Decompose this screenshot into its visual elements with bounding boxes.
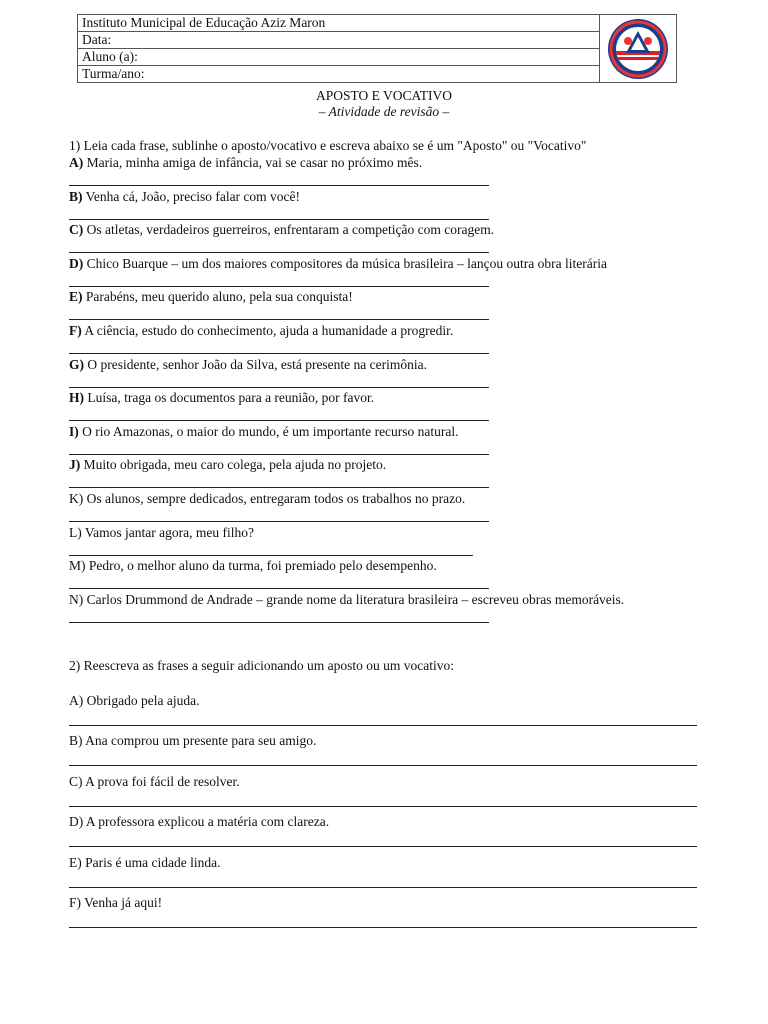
- answer-line[interactable]: [69, 487, 489, 488]
- item-letter: C): [69, 222, 84, 238]
- section1-item: [69, 390, 374, 406]
- section1-item: [69, 189, 300, 205]
- item-sentence: L) Vamos jantar agora, meu filho?: [69, 524, 254, 540]
- section1-item: [69, 424, 459, 440]
- section2-item: C) A prova foi fácil de resolver.: [69, 773, 240, 789]
- school-logo: [600, 15, 676, 82]
- item-sentence: O presidente, senhor João da Silva, está presente na cerimônia.: [84, 356, 428, 372]
- answer-line[interactable]: [69, 252, 489, 253]
- item-sentence: Maria, minha amiga de infância, vai se casar no próximo mês.: [83, 155, 423, 170]
- answer-line[interactable]: [69, 420, 489, 421]
- institution-name: Instituto Municipal de Educação Aziz Maron: [78, 15, 599, 32]
- section2-item: A) Obrigado pela ajuda.: [69, 693, 200, 708]
- item-letter: E): [69, 289, 83, 305]
- rewrite-answer-line[interactable]: [69, 927, 697, 928]
- section1-item: [69, 457, 386, 473]
- school-seal-icon: [606, 17, 670, 81]
- item-letter: H): [69, 390, 84, 406]
- item-sentence: N) Carlos Drummond de Andrade – grande nome da literatura brasileira – escreveu obras memoráveis.: [69, 591, 625, 607]
- section2-item: B) Ana comprou um presente para seu amigo.: [69, 733, 317, 749]
- worksheet-subtitle: – Atividade de revisão –: [318, 104, 450, 119]
- section2-instruction: 2) Reescreva as frases a seguir adicionando um aposto ou um vocativo:: [69, 658, 455, 673]
- item-sentence: Luísa, traga os documentos para a reunião, por favor.: [84, 390, 375, 406]
- rewrite-answer-line[interactable]: [69, 806, 697, 807]
- item-sentence: Muito obrigada, meu caro colega, pela ajuda no projeto.: [80, 457, 387, 473]
- rewrite-answer-line[interactable]: [69, 725, 697, 726]
- answer-line[interactable]: [69, 387, 489, 388]
- rewrite-answer-line[interactable]: [69, 846, 697, 847]
- item-letter: B): [69, 188, 83, 204]
- item-sentence: K) Os alunos, sempre dedicados, entregaram todos os trabalhos no prazo.: [69, 491, 466, 506]
- worksheet-title: APOSTO E VOCATIVO: [315, 88, 452, 103]
- item-letter: A): [69, 155, 84, 170]
- section1-item: [69, 592, 624, 608]
- item-sentence: Os atletas, verdadeiros guerreiros, enfrentaram a competição com coragem.: [83, 222, 495, 238]
- item-sentence: Parabéns, meu querido aluno, pela sua conquista!: [82, 289, 353, 305]
- item-sentence: Venha cá, João, preciso falar com você!: [82, 188, 301, 204]
- section1-item: [69, 222, 494, 238]
- answer-line[interactable]: [69, 319, 489, 320]
- item-sentence: Chico Buarque – um dos maiores compositores da música brasileira – lançou outra obra literária: [83, 255, 607, 271]
- rewrite-answer-line[interactable]: [69, 887, 697, 888]
- rewrite-answer-line[interactable]: [69, 765, 697, 766]
- item-sentence: M) Pedro, o melhor aluno da turma, foi premiado pelo desempenho.: [69, 558, 437, 574]
- class-field: Turma/ano:: [82, 66, 145, 81]
- section1-item: [69, 525, 254, 541]
- section1-instruction: 1) Leia cada frase, sublinhe o aposto/vocativo e escreva abaixo se é um "Aposto" ou "Vocativo": [69, 138, 587, 153]
- header-fields: [78, 15, 600, 82]
- item-sentence: O rio Amazonas, o maior do mundo, é um importante recurso natural.: [78, 423, 459, 439]
- section1-item: [69, 323, 453, 339]
- item-letter: J): [69, 457, 81, 473]
- student-field: Aluno (a):: [78, 49, 599, 66]
- section1-item: [69, 256, 607, 272]
- answer-line[interactable]: [69, 622, 489, 623]
- item-letter: G): [69, 356, 84, 372]
- item-letter: F): [69, 323, 82, 338]
- answer-line[interactable]: [69, 286, 489, 287]
- item-sentence: A ciência, estudo do conhecimento, ajuda a humanidade a progredir.: [81, 323, 454, 338]
- section2-item: F) Venha já aqui!: [69, 895, 163, 910]
- section1-item: [69, 155, 422, 171]
- section1-item: [69, 357, 427, 373]
- section1-item: [69, 558, 437, 574]
- answer-line[interactable]: [69, 353, 489, 354]
- section2-item: E) Paris é uma cidade linda.: [69, 854, 221, 870]
- item-letter: I): [69, 423, 79, 439]
- section2-item: D) A professora explicou a matéria com clareza.: [69, 814, 330, 830]
- answer-line[interactable]: [69, 219, 489, 220]
- date-field: Data:: [78, 32, 599, 49]
- answer-line[interactable]: [69, 185, 489, 186]
- item-letter: D): [69, 255, 84, 271]
- section1-item: [69, 491, 465, 507]
- answer-line[interactable]: [69, 555, 473, 556]
- answer-line[interactable]: [69, 588, 489, 589]
- answer-line[interactable]: [69, 521, 489, 522]
- section1-item: [69, 289, 353, 305]
- answer-line[interactable]: [69, 454, 489, 455]
- header-table: [77, 14, 677, 83]
